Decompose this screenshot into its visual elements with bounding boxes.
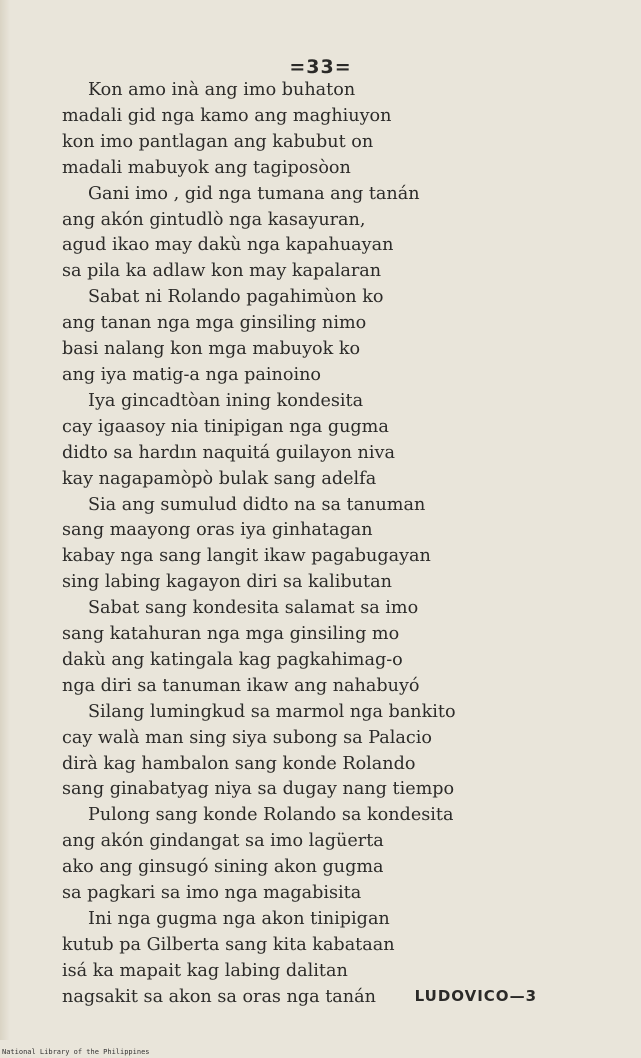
poem-line: dirà kag hambalon sang konde Rolando (62, 753, 416, 774)
poem-line: Sabat sang kondesita salamat sa imo (88, 598, 419, 619)
poem-line: nagsakit sa akon sa oras nga tanán (62, 986, 376, 1007)
poem-line: Kon amo inà ang imo buhaton (88, 80, 356, 100)
poem-line: kay nagapamòpò bulak sang adelfa (62, 468, 377, 489)
poem-line: isá ka mapait kag labing dalitan (62, 960, 348, 981)
poem-line: didto sa hardın naquitá guilayon niva (62, 442, 395, 463)
poem-line: cay igaasoy nia tinipigan nga gugma (62, 416, 389, 437)
poem-line: sing labing kagayon diri sa kalibutan (62, 572, 392, 593)
poem-line: Ini nga gugma nga akon tinipigan (88, 909, 390, 929)
poem-line: basi nalang kon mga mabuyok ko (62, 339, 361, 360)
poem-line: dakù ang katingala kag pagkahimag-o (62, 649, 403, 670)
poem-line: madali gid nga kamo ang maghiuyon (62, 105, 392, 126)
poem-line: Pulong sang konde Rolando sa kondesita (88, 805, 454, 826)
poem-line: ang iya matig-a nga painoino (62, 364, 322, 385)
poem-text (62, 78, 582, 1011)
poem-line: sang ginabatyag niya sa dugay nang tiempo (62, 779, 455, 800)
poem-line: ang akón gintudlò nga kasayuran, (62, 209, 366, 230)
poem-line: Sia ang sumulud didto na sa tanuman (88, 494, 426, 515)
poem-line: sa pagkari sa imo nga magabisita (62, 883, 362, 904)
poem-line: Sabat ni Rolando pagahimùon ko (88, 287, 384, 308)
poem-line: sang maayong oras iya ginhatagan (62, 520, 373, 541)
library-credit: National Library of the Philippines (2, 1048, 150, 1056)
poem-line: sang katahuran nga mga ginsiling mo (62, 624, 400, 645)
poem-line: madali mabuyok ang tagiposòon (62, 157, 351, 178)
poem-line: ang tanan nga mga ginsiling nimo (62, 313, 367, 334)
poem-line: cay walà man sing siya subong sa Palacio (62, 727, 432, 748)
poem-line: kon imo pantlagan ang kabubut on (62, 131, 374, 152)
poem-line: ako ang ginsugó sining akon gugma (62, 857, 384, 878)
poem-line: Iya gincadtòan ining kondesita (88, 390, 364, 411)
poem-line: Silang lumingkud sa marmol nga bankito (88, 701, 456, 722)
poem-line: agud ikao may dakù nga kapahuayan (62, 235, 394, 256)
signature-mark: LUDOVICO—3 (414, 987, 537, 1005)
poem-line: ang akón gindangat sa imo lagüerta (62, 831, 384, 852)
poem-line: nga diri sa tanuman ikaw ang nahabuyó (62, 675, 420, 696)
poem-line: kabay nga sang langit ikaw pagabugayan (62, 546, 431, 567)
poem-line: Gani imo , gid nga tumana ang tanán (88, 183, 420, 204)
poem-line: kutub pa Gilberta sang kita kabataan (62, 934, 395, 955)
poem-line: sa pila ka adlaw kon may kapalaran (62, 261, 382, 282)
page-edge-shadow (0, 0, 10, 1040)
page-number-header: =33= (289, 56, 352, 78)
